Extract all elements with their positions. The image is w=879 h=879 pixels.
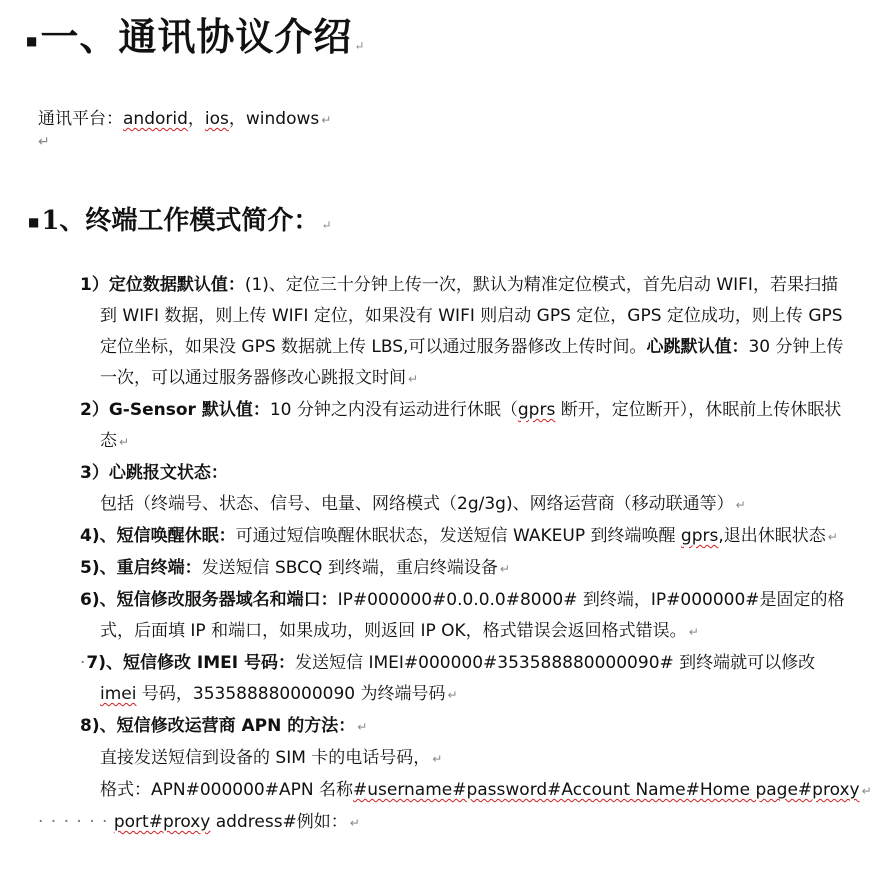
item-title: 心跳报文状态	[108, 463, 211, 483]
list-item	[80, 395, 854, 458]
item-number: 7)、	[86, 653, 124, 673]
item-colon: ：	[338, 716, 356, 736]
paragraph-mark-icon: ↵	[321, 113, 332, 127]
item-title: G-Sensor 默认值	[108, 400, 253, 420]
paragraph-mark-icon: ↵	[321, 218, 332, 232]
paragraph-mark-icon: ↵	[827, 530, 838, 544]
list-item	[68, 648, 854, 711]
paragraph-mark-icon: ↵	[688, 625, 699, 639]
heading-text: 一、通讯协议介绍	[40, 14, 353, 59]
list-item	[80, 553, 854, 585]
item-text: 发送短信 IMEI#000000#353588880000090# 到终端就可以修改	[295, 653, 816, 673]
paragraph-mark-icon: ↵	[408, 372, 419, 386]
item-text: 发送短信 SBCQ 到终端，重启终端设备	[201, 558, 498, 578]
separator: ，	[187, 109, 205, 129]
work-mode-list	[38, 270, 872, 839]
list-item	[80, 585, 854, 648]
item-number: 8)、	[80, 716, 117, 736]
paragraph-mark-icon: ↵	[499, 562, 510, 576]
item-number: 1）	[80, 275, 109, 295]
list-item	[80, 711, 854, 743]
item-text: 直接发送短信到设备的 SIM 卡的电话号码，	[100, 748, 431, 768]
item-title: 短信修改 IMEI 号码	[123, 653, 279, 673]
empty-paragraph	[38, 134, 50, 150]
item-colon: ：	[210, 463, 228, 483]
section-heading-1	[26, 6, 365, 61]
item-text: 号码，353588880000090 为终端号码	[136, 684, 446, 704]
item-text: 30 分钟上传一次，可以通过服务器修改心跳报文时间	[100, 337, 844, 388]
item-text: address#例如：	[210, 812, 348, 832]
paragraph-mark-icon: ↵	[349, 816, 360, 830]
item-colon: ：	[278, 653, 296, 673]
item-text: 10 分钟之内没有运动进行休眠（	[269, 400, 518, 420]
heading-text: 1、终端工作模式简介：	[41, 206, 320, 236]
platform-android: andorid	[123, 109, 188, 129]
list-bullet-icon: ·	[80, 653, 87, 673]
list-item	[80, 521, 854, 553]
platform-windows: windows	[245, 109, 320, 129]
list-item	[80, 270, 854, 395]
paragraph-mark-icon: ↵	[119, 435, 130, 449]
item-colon: ：	[218, 526, 236, 546]
item-title: 定位数据默认值	[108, 275, 228, 295]
list-item	[80, 458, 854, 521]
platform-label: 通讯平台：	[38, 109, 123, 129]
list-bullet-icon: ■	[26, 33, 39, 48]
item-text: 格式：APN#000000#APN 名称	[100, 780, 353, 800]
item-title: 短信修改服务器域名和端口	[116, 590, 321, 610]
item-text: gprs	[680, 526, 719, 546]
list-item-subline	[38, 807, 854, 839]
item-text: 包括（终端号、状态、信号、电量、网络模式（2g/3g)、网络运营商（移动联通等）	[100, 494, 734, 514]
paragraph-mark-icon: ↵	[432, 752, 443, 766]
item-text: #username#password#Account Name#Home page#proxy	[352, 780, 860, 800]
item-text: ,退出休眠状态	[718, 526, 826, 546]
item-colon: ：	[227, 275, 245, 295]
item-colon: ：	[731, 337, 749, 357]
item-text: (1)、定位三十分钟上传一次，默认为精准定位模式，首先启动 WIFI，若果扫描到 WIFI 数据，则上传 WIFI 定位，如果没有 WIFI 则启动 GPS 定位，GPS 定位成功，则上传 GPS 定位坐标，如果没 GPS 数据就上传 LBS,可以通过服务器修改上传时间。	[100, 275, 843, 357]
item-text: port#proxy	[113, 812, 211, 832]
item-text: IP#000000#0.0.0.0#8000# 到终端，IP#000000#是固定的格式，后面填 IP 和端口，如果成功，则返回 IP OK，格式错误会返回格式错误。	[100, 590, 845, 641]
item-number: 4)、	[80, 526, 117, 546]
paragraph-mark-icon: ↵	[861, 784, 872, 798]
separator: ，	[228, 109, 246, 129]
item-number: 3）	[80, 463, 109, 483]
paragraph-mark-icon: ↵	[357, 720, 368, 734]
item-title: 短信修改运营商 APN 的方法	[116, 716, 339, 736]
item-colon: ：	[184, 558, 202, 578]
item-text: 可通过短信唤醒休眠状态，发送短信 WAKEUP 到终端唤醒	[235, 526, 681, 546]
paragraph-mark-icon: ↵	[447, 688, 458, 702]
item-title: 短信唤醒休眠	[116, 526, 219, 546]
paragraph-mark-icon: ↵	[354, 39, 366, 53]
item-text: 断开，定位断开），休眠前上传休眠状态	[100, 400, 842, 451]
item-text: imei	[100, 684, 137, 704]
item-title: 重启终端	[116, 558, 185, 578]
list-bullet-icon: ■	[28, 215, 40, 229]
item-text: gprs	[517, 400, 556, 420]
item-colon: ：	[252, 400, 270, 420]
item-number: 2）	[80, 400, 109, 420]
paragraph-mark-icon: ↵	[735, 498, 746, 512]
paragraph-mark-icon: ↵	[38, 134, 50, 150]
item-title: 心跳默认值	[646, 337, 732, 357]
section-heading-2	[28, 200, 332, 237]
list-item-subline	[80, 775, 872, 807]
platform-ios: ios	[204, 109, 229, 129]
item-number: 5)、	[80, 558, 117, 578]
list-item-subline	[80, 743, 854, 775]
item-number: 6)、	[80, 590, 117, 610]
platform-paragraph	[38, 104, 331, 129]
leader-dots: · · · · · ·	[38, 812, 109, 832]
item-colon: ：	[320, 590, 338, 610]
